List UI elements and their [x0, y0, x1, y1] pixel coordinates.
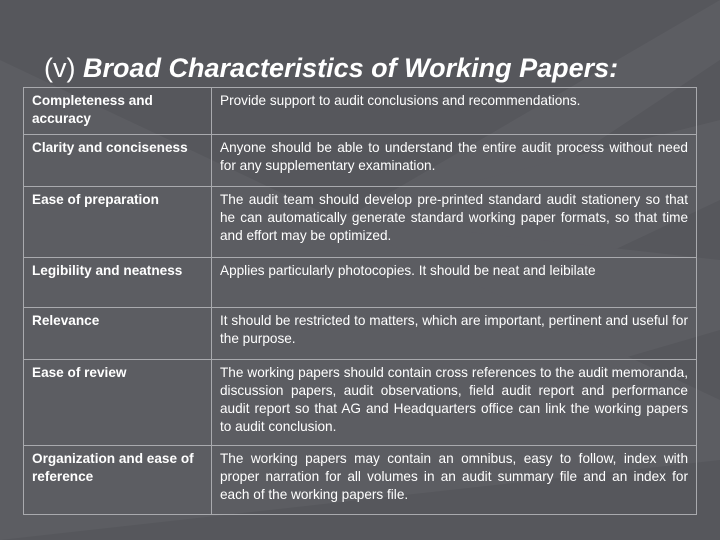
description-cell: The audit team should develop pre-printed standard audit stationery so that he can automatically generate standard working paper formats, so that time and effort may be optimized. — [212, 187, 697, 258]
table-row — [24, 187, 697, 258]
description-cell: The working papers may contain an omnibus, easy to follow, index with proper narration for all volumes in an audit summary file and an index for each of the working papers file. — [212, 446, 697, 515]
title-prefix: (v) — [44, 53, 83, 83]
description-cell: Provide support to audit conclusions and recommendations. — [212, 88, 697, 135]
term-cell: Ease of review — [24, 360, 212, 446]
term-cell: Organization and ease of reference — [24, 446, 212, 515]
table-row — [24, 446, 697, 515]
term-cell: Ease of preparation — [24, 187, 212, 258]
term-cell: Clarity and conciseness — [24, 135, 212, 187]
term-cell: Legibility and neatness — [24, 258, 212, 308]
table-row — [24, 308, 697, 360]
characteristics-table — [23, 87, 697, 515]
term-cell: Completeness and accuracy — [24, 88, 212, 135]
description-cell: Applies particularly photocopies. It should be neat and leibilate — [212, 258, 697, 308]
description-cell: Anyone should be able to understand the entire audit process without need for any supplementary examination. — [212, 135, 697, 187]
slide-title — [44, 50, 618, 86]
title-main: Broad Characteristics of Working Papers: — [82, 53, 619, 83]
table-row — [24, 258, 697, 308]
table-row — [24, 360, 697, 446]
table-row — [24, 88, 697, 135]
term-cell: Relevance — [24, 308, 212, 360]
description-cell: The working papers should contain cross references to the audit memoranda, discussion papers, audit observations, field audit report and performance audit report so that AG and Headquarters office can link the working papers to audit conclusion. — [212, 360, 697, 446]
table-row — [24, 135, 697, 187]
description-cell: It should be restricted to matters, which are important, pertinent and useful for the purpose. — [212, 308, 697, 360]
